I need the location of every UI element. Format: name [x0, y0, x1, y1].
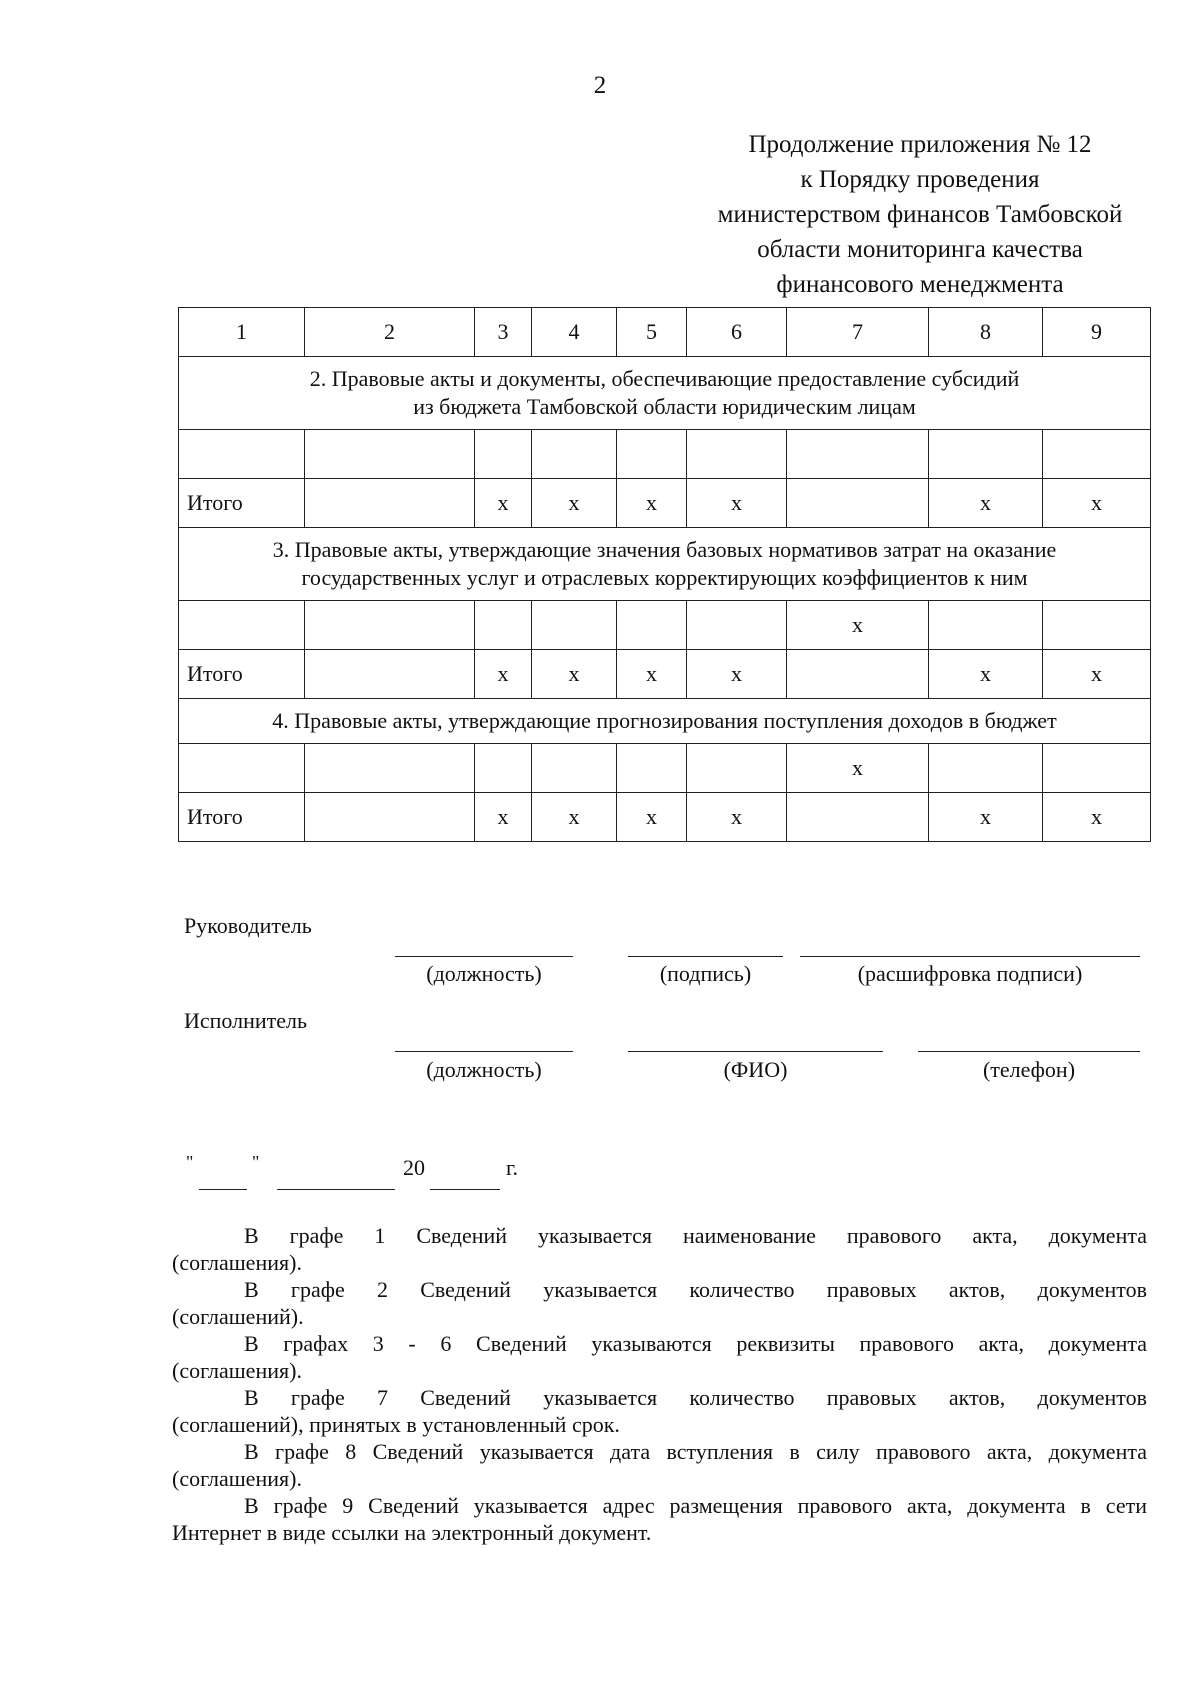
table-cell [617, 744, 687, 793]
note-rest: (соглашения). [172, 1250, 302, 1275]
table-cell [929, 601, 1043, 650]
caption-signature-decoding: (расшифровка подписи) [857, 961, 1083, 986]
column-header: 6 [687, 308, 787, 357]
heading-line: финансового менеджмента [776, 271, 1064, 298]
table-cell: x [929, 479, 1043, 528]
table-cell [787, 793, 929, 842]
section-title-line: государственных услуг и отраслевых корректирующих коэффициентов к ним [301, 565, 1028, 590]
table-cell [305, 479, 475, 528]
section-title-row [179, 357, 1151, 430]
heading-line: области мониторинга качества [757, 236, 1083, 263]
table-cell [475, 601, 532, 650]
note-paragraph [172, 1276, 1147, 1330]
table-cell [1043, 744, 1151, 793]
heading-line: министерством финансов Тамбовской [717, 201, 1123, 228]
section-title [179, 699, 1151, 744]
head-label: Руководитель [184, 913, 312, 938]
note-rest: (соглашения). [172, 1466, 302, 1491]
table-cell: x [532, 650, 617, 699]
note-first-line: В графах 3 - 6 Сведений указываются реквизиты правового акта, документа [244, 1331, 1147, 1356]
table-cell: x [787, 601, 929, 650]
section-title [179, 357, 1151, 430]
section-title-line: 3. Правовые акты, утверждающие значения базовых нормативов затрат на оказание [272, 537, 1057, 562]
table-cell [305, 793, 475, 842]
table-cell [179, 430, 305, 479]
heading-line: Продолжение приложения № 12 [748, 131, 1092, 158]
table-cell [305, 430, 475, 479]
table-cell: x [1043, 793, 1151, 842]
note-first-line: В графе 8 Сведений указывается дата вступления в силу правового акта, документа [244, 1439, 1147, 1464]
caption-position: (должность) [426, 1057, 542, 1082]
executor-position-line [395, 1051, 573, 1052]
date-quote-open: " [186, 1152, 194, 1172]
note-rest: (соглашения). [172, 1358, 302, 1383]
date-day-line [199, 1189, 247, 1190]
head-decoding-line [800, 956, 1140, 957]
table-cell: x [687, 650, 787, 699]
table-cell [305, 601, 475, 650]
date-year-prefix: 20 [403, 1155, 425, 1180]
section-title-line: 4. Правовые акты, утверждающие прогнозирования поступления доходов в бюджет [272, 708, 1057, 733]
table-cell: x [475, 650, 532, 699]
note-paragraph [172, 1384, 1147, 1438]
note-rest: (соглашений), принятых в установленный срок. [172, 1412, 620, 1437]
date-year-line [430, 1189, 500, 1190]
table-cell: x [617, 650, 687, 699]
table-cell: x [475, 479, 532, 528]
section-title-row [179, 699, 1151, 744]
column-header: 1 [179, 308, 305, 357]
table-cell [787, 430, 929, 479]
table-cell: x [617, 793, 687, 842]
table-cell [305, 650, 475, 699]
table-cell: x [532, 479, 617, 528]
caption-name: (ФИО) [723, 1057, 788, 1082]
note-first-line: В графе 7 Сведений указывается количество правовых актов, документов [244, 1385, 1147, 1410]
table-row [179, 430, 1151, 479]
note-first-line: В графе 9 Сведений указывается адрес размещения правового акта, документа в сети [244, 1493, 1147, 1518]
table-cell [787, 479, 929, 528]
table-cell [179, 601, 305, 650]
table-cell: x [532, 793, 617, 842]
column-header: 9 [1043, 308, 1151, 357]
table-cell: x [687, 479, 787, 528]
table-cell [475, 744, 532, 793]
note-paragraph [172, 1438, 1147, 1492]
column-header: 4 [532, 308, 617, 357]
note-first-line: В графе 2 Сведений указывается количество правовых актов, документов [244, 1277, 1147, 1302]
table-cell: x [475, 793, 532, 842]
column-header: 8 [929, 308, 1043, 357]
head-position-line [395, 956, 573, 957]
date-quote-close: " [252, 1152, 260, 1172]
column-notes [172, 1222, 1147, 1546]
note-paragraph [172, 1330, 1147, 1384]
total-row [179, 479, 1151, 528]
table-cell [929, 430, 1043, 479]
total-label: Итого [179, 793, 305, 842]
total-row [179, 650, 1151, 699]
table-cell [929, 744, 1043, 793]
section-title-line: из бюджета Тамбовской области юридическим лицам [413, 394, 916, 419]
executor-label: Исполнитель [184, 1008, 308, 1033]
table-cell [617, 601, 687, 650]
section-title-line: 2. Правовые акты и документы, обеспечивающие предоставление субсидий [309, 366, 1020, 391]
table-cell [687, 430, 787, 479]
date-month-line [277, 1189, 395, 1190]
caption-signature: (подпись) [659, 961, 752, 986]
head-signature-line [628, 956, 783, 957]
report-table [178, 307, 1151, 842]
table-cell [617, 430, 687, 479]
appendix-heading [660, 127, 1180, 302]
table-cell [532, 744, 617, 793]
caption-position: (должность) [426, 961, 542, 986]
table-cell [1043, 430, 1151, 479]
table-row [179, 601, 1151, 650]
table-cell: x [929, 793, 1043, 842]
table-cell [687, 744, 787, 793]
table-cell: x [687, 793, 787, 842]
note-rest: Интернет в виде ссылки на электронный документ. [172, 1520, 652, 1545]
date-year-suffix: г. [506, 1155, 519, 1180]
column-header: 7 [787, 308, 929, 357]
note-paragraph [172, 1222, 1147, 1276]
note-rest: (соглашений). [172, 1304, 304, 1329]
table-cell [1043, 601, 1151, 650]
table-row [179, 744, 1151, 793]
total-label: Итого [179, 650, 305, 699]
caption-phone: (телефон) [982, 1057, 1076, 1082]
heading-line: к Порядку проведения [800, 166, 1040, 193]
page-number: 2 [593, 72, 607, 99]
column-header: 3 [475, 308, 532, 357]
note-first-line: В графе 1 Сведений указывается наименование правового акта, документа [244, 1223, 1147, 1248]
section-title [179, 528, 1151, 601]
section-title-row [179, 528, 1151, 601]
table-cell [687, 601, 787, 650]
column-header: 5 [617, 308, 687, 357]
table-cell [532, 601, 617, 650]
total-row [179, 793, 1151, 842]
table-cell: x [1043, 650, 1151, 699]
table-cell: x [929, 650, 1043, 699]
table-cell: x [617, 479, 687, 528]
table-cell [305, 744, 475, 793]
table-cell [532, 430, 617, 479]
total-label: Итого [179, 479, 305, 528]
table-cell: x [787, 744, 929, 793]
note-paragraph [172, 1492, 1147, 1546]
table-header-row [179, 308, 1151, 357]
table-cell [787, 650, 929, 699]
column-header: 2 [305, 308, 475, 357]
executor-phone-line [918, 1051, 1140, 1052]
table-cell [475, 430, 532, 479]
table-cell [179, 744, 305, 793]
table-cell: x [1043, 479, 1151, 528]
executor-name-line [628, 1051, 883, 1052]
